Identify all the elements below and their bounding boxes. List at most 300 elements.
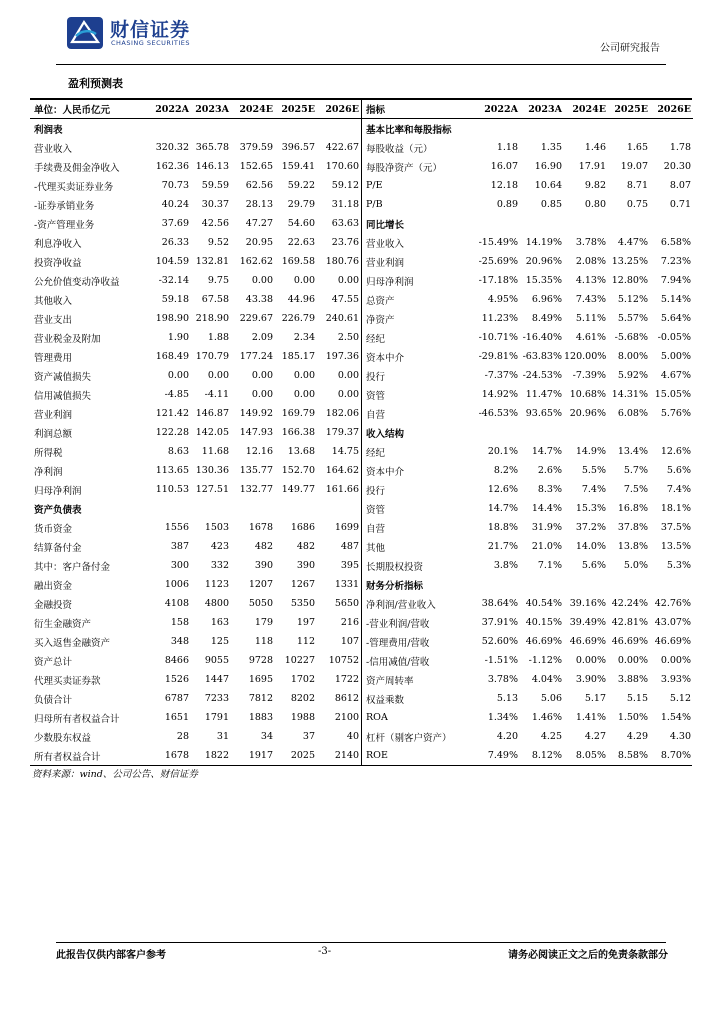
value-cell: 46.69% (611, 636, 648, 647)
page-number: -3- (318, 946, 332, 957)
row-label: 融出资金 (34, 580, 73, 592)
value-cell: 8.12% (531, 750, 562, 761)
value-cell: 127.51 (195, 484, 229, 495)
value-cell: 2.34 (293, 332, 315, 343)
value-cell: 6.58% (660, 237, 691, 248)
value-cell: 5.12 (669, 693, 691, 704)
left-header-2025e: 2025E (275, 100, 317, 119)
value-cell: 13.5% (660, 541, 691, 552)
value-cell: 14.7% (531, 446, 562, 457)
value-cell: 1006 (164, 579, 189, 590)
value-cell: 1678 (164, 750, 189, 761)
value-cell: 3.78% (575, 237, 606, 248)
value-cell: 390 (254, 560, 273, 571)
table-row (30, 575, 361, 594)
value-cell: 20.96% (525, 256, 562, 267)
value-cell: 1.90 (167, 332, 189, 343)
value-cell: -25.69% (478, 256, 518, 267)
value-cell: 17.91 (578, 161, 606, 172)
value-cell: 7.49% (487, 750, 518, 761)
value-cell (520, 575, 564, 594)
value-cell: 5350 (290, 598, 315, 609)
value-cell: 63.63 (331, 218, 359, 229)
value-cell: -1.12% (528, 655, 562, 666)
value-cell: 164.62 (325, 465, 359, 476)
row-label: 营业税金及附加 (34, 333, 101, 345)
source-note: 资料来源：wind、公司公告、财信证券 (32, 769, 198, 780)
footer-disclaimer-left: 此报告仅供内部客户参考 (56, 950, 166, 961)
table-row (362, 385, 693, 404)
value-cell: 4.20 (496, 731, 518, 742)
value-cell: 13.25% (611, 256, 648, 267)
value-cell: 152.65 (239, 161, 273, 172)
value-cell: 3.93% (660, 674, 691, 685)
brand-name-cn: 财信证券 (110, 19, 191, 41)
value-cell: 0.00 (337, 370, 359, 381)
section-label: 利润表 (34, 124, 63, 136)
table-row (30, 404, 361, 423)
value-cell: 107 (340, 636, 359, 647)
value-cell: 62.56 (245, 180, 273, 191)
value-cell: 180.76 (325, 256, 359, 267)
value-cell: 0.71 (669, 199, 691, 210)
table-row (30, 461, 361, 480)
value-cell: 4.13% (575, 275, 606, 286)
value-cell: 1526 (164, 674, 189, 685)
row-label: 净利润/营业收入 (366, 599, 436, 611)
value-cell: 1.46 (584, 142, 606, 153)
section-label: 资产负债表 (34, 504, 82, 516)
value-cell: 5.64% (660, 313, 691, 324)
value-cell: 7.4% (581, 484, 606, 495)
table-row (30, 632, 361, 651)
table-row (362, 499, 693, 518)
right-header-2022a: 2022A (474, 100, 520, 119)
value-cell: 14.0% (575, 541, 606, 552)
value-cell: -29.81% (478, 351, 518, 362)
row-label: 归母所有者权益合计 (34, 713, 120, 725)
value-cell: 37.8% (617, 522, 648, 533)
value-cell: 13.8% (617, 541, 648, 552)
row-label: -营业利润/营收 (366, 618, 430, 630)
value-cell (474, 423, 520, 442)
value-cell: 390 (296, 560, 315, 571)
value-cell: 6.08% (617, 408, 648, 419)
value-cell: 3.78% (487, 674, 518, 685)
table-row (362, 708, 693, 727)
table-row (30, 385, 361, 404)
value-cell: 43.38 (245, 294, 273, 305)
section-label: 财务分析指标 (366, 580, 424, 592)
left-header-2024e: 2024E (231, 100, 275, 119)
row-label: 资本中介 (366, 466, 405, 478)
value-cell: 132.81 (195, 256, 229, 267)
row-label: P/B (366, 199, 383, 210)
value-cell: 37.91% (481, 617, 518, 628)
row-label: 每股净资产（元） (366, 162, 443, 174)
row-label: 每股收益（元） (366, 143, 433, 155)
row-label: 资管 (366, 504, 386, 516)
value-cell: 16.90 (534, 161, 562, 172)
table-row (30, 176, 361, 195)
row-label: 其他 (366, 542, 386, 554)
value-cell: 42.81% (611, 617, 648, 628)
value-cell: 31.9% (531, 522, 562, 533)
value-cell: 1123 (204, 579, 229, 590)
value-cell: 179.37 (325, 427, 359, 438)
right-header-2026e: 2026E (650, 100, 693, 119)
value-cell: 5.15 (626, 693, 648, 704)
table-row (30, 423, 361, 442)
value-cell: 8.2% (493, 465, 518, 476)
value-cell: 42.76% (654, 598, 691, 609)
value-cell: 12.6% (487, 484, 518, 495)
value-cell: 37 (302, 731, 315, 742)
value-cell: 1722 (334, 674, 359, 685)
value-cell: 8.71 (626, 180, 648, 191)
value-cell: 1.54% (660, 712, 691, 723)
value-cell: 0.00% (660, 655, 691, 666)
value-cell: 0.75 (626, 199, 648, 210)
value-cell: 0.00 (251, 389, 273, 400)
value-cell: 42.56 (201, 218, 229, 229)
value-cell: 332 (210, 560, 229, 571)
value-cell: 125 (210, 636, 229, 647)
value-cell: 166.38 (281, 427, 315, 438)
row-label: 衍生金融资产 (34, 618, 92, 630)
value-cell: 1883 (248, 712, 273, 723)
value-cell: 120.00% (564, 351, 607, 362)
value-cell: 185.17 (281, 351, 315, 362)
section-label: 同比增长 (366, 219, 405, 231)
value-cell: 15.3% (575, 503, 606, 514)
value-cell: 70.73 (161, 180, 189, 191)
value-cell: 4.61% (575, 332, 606, 343)
row-label: 少数股东权益 (34, 732, 92, 744)
value-cell (520, 214, 564, 233)
value-cell: 6.96% (531, 294, 562, 305)
value-cell: 37.69 (161, 218, 189, 229)
row-label: 货币资金 (34, 523, 73, 535)
value-cell: 482 (296, 541, 315, 552)
value-cell: 198.90 (155, 313, 189, 324)
value-cell: 93.65% (525, 408, 562, 419)
value-cell: 1331 (334, 579, 359, 590)
value-cell: 1.41% (575, 712, 606, 723)
table-row (362, 252, 693, 271)
value-cell: -46.53% (478, 408, 518, 419)
table-row (30, 290, 361, 309)
row-label: ROA (366, 712, 388, 723)
row-label: 利润总额 (34, 428, 73, 440)
value-cell: 59.18 (161, 294, 189, 305)
value-cell: 5.3% (666, 560, 691, 571)
value-cell: 1988 (290, 712, 315, 723)
value-cell: 1.88 (207, 332, 229, 343)
row-label: 手续费及佣金净收入 (34, 162, 120, 174)
ratios-table (362, 100, 693, 765)
value-cell: 2100 (334, 712, 359, 723)
brand-name-en: CHASING SECURITIES (111, 39, 190, 47)
value-cell: 21.0% (531, 541, 562, 552)
value-cell (520, 119, 564, 139)
value-cell: 39.49% (569, 617, 606, 628)
value-cell (147, 499, 191, 518)
value-cell: 169.79 (281, 408, 315, 419)
value-cell: 46.69% (525, 636, 562, 647)
table-row (30, 518, 361, 537)
value-cell: 8.70% (660, 750, 691, 761)
left-table-body (30, 119, 361, 766)
value-cell: 1702 (290, 674, 315, 685)
row-label: 自营 (366, 523, 386, 535)
value-cell: 43.07% (654, 617, 691, 628)
value-cell: 4.29 (626, 731, 648, 742)
value-cell: 59.22 (287, 180, 315, 191)
value-cell: 1.35 (540, 142, 562, 153)
value-cell: 170.79 (195, 351, 229, 362)
value-cell: 7.4% (666, 484, 691, 495)
value-cell: 7.94% (660, 275, 691, 286)
value-cell: -7.37% (484, 370, 518, 381)
table-row (30, 670, 361, 689)
value-cell: 5050 (248, 598, 273, 609)
value-cell: 46.69% (654, 636, 691, 647)
value-cell: 182.06 (325, 408, 359, 419)
value-cell: 9.75 (207, 275, 229, 286)
value-cell: 26.33 (161, 237, 189, 248)
table-row (362, 651, 693, 670)
value-cell: 15.05% (654, 389, 691, 400)
value-cell: 0.00 (251, 370, 273, 381)
value-cell: 121.42 (155, 408, 189, 419)
value-cell: 1.78 (669, 142, 691, 153)
value-cell: 9.82 (584, 180, 606, 191)
table-row (362, 670, 693, 689)
row-label: 金融投资 (34, 599, 73, 611)
table-row (30, 252, 361, 271)
value-cell: 158 (170, 617, 189, 628)
table-row (30, 233, 361, 252)
value-cell: 5.6% (581, 560, 606, 571)
value-cell: 5.13 (496, 693, 518, 704)
value-cell (191, 499, 231, 518)
value-cell: 28 (176, 731, 189, 742)
value-cell: 487 (340, 541, 359, 552)
row-label: 所得税 (34, 447, 63, 459)
value-cell: 20.96% (569, 408, 606, 419)
value-cell: 47.55 (331, 294, 359, 305)
value-cell: 20.30 (663, 161, 691, 172)
value-cell: 1651 (164, 712, 189, 723)
value-cell: 6787 (164, 693, 189, 704)
value-cell (317, 119, 361, 139)
value-cell: 10.68% (569, 389, 606, 400)
value-cell: 146.87 (195, 408, 229, 419)
right-header-2025e: 2025E (608, 100, 650, 119)
value-cell: 0.00 (293, 370, 315, 381)
section-label: 基本比率和每股指标 (366, 124, 452, 136)
table-row (362, 727, 693, 746)
value-cell: 7.43% (575, 294, 606, 305)
value-cell: 3.8% (493, 560, 518, 571)
value-cell: 161.66 (325, 484, 359, 495)
row-label: 资产总计 (34, 656, 73, 668)
table-row (30, 271, 361, 290)
value-cell: 1.34% (487, 712, 518, 723)
table-row (362, 632, 693, 651)
right-header-row (362, 100, 693, 119)
value-cell: 59.59 (201, 180, 229, 191)
row-label: 买入返售金融资产 (34, 637, 111, 649)
value-cell: 229.67 (239, 313, 273, 324)
value-cell: 162.62 (239, 256, 273, 267)
value-cell: 19.07 (620, 161, 648, 172)
row-label: 其他收入 (34, 295, 73, 307)
value-cell: 8.00% (617, 351, 648, 362)
right-header-2023a: 2023A (520, 100, 564, 119)
value-cell: -16.40% (522, 332, 562, 343)
value-cell: 197.36 (325, 351, 359, 362)
value-cell: 387 (170, 541, 189, 552)
value-cell: 16.07 (490, 161, 518, 172)
value-cell: 31 (216, 731, 229, 742)
value-cell: 5.6% (666, 465, 691, 476)
value-cell: 40.15% (525, 617, 562, 628)
value-cell: 31.18 (331, 199, 359, 210)
value-cell: 5.00% (660, 351, 691, 362)
value-cell: 422.67 (325, 142, 359, 153)
value-cell: 7.23% (660, 256, 691, 267)
value-cell: 21.7% (487, 541, 518, 552)
value-cell: 365.78 (195, 142, 229, 153)
value-cell: 1.18 (496, 142, 518, 153)
row-label: 净利润 (34, 466, 63, 478)
value-cell: 44.96 (287, 294, 315, 305)
value-cell: 132.77 (239, 484, 273, 495)
value-cell: 11.68 (201, 446, 229, 457)
table-row (362, 556, 693, 575)
row-label: -管理费用/营收 (366, 637, 430, 649)
value-cell: 0.00% (617, 655, 648, 666)
section-row (30, 499, 361, 518)
value-cell: 2140 (334, 750, 359, 761)
value-cell: 104.59 (155, 256, 189, 267)
value-cell: -32.14 (158, 275, 189, 286)
value-cell: 0.00 (293, 389, 315, 400)
value-cell: 179 (254, 617, 273, 628)
value-cell (608, 423, 650, 442)
left-header-2026e: 2026E (317, 100, 361, 119)
value-cell: 1791 (204, 712, 229, 723)
row-label: 营业收入 (34, 143, 73, 155)
row-label: 经纪 (366, 333, 386, 345)
value-cell: 13.68 (287, 446, 315, 457)
table-row (30, 309, 361, 328)
section-row (362, 575, 693, 594)
row-label: 经纪 (366, 447, 386, 459)
value-cell: 54.60 (287, 218, 315, 229)
table-row (362, 689, 693, 708)
value-cell: 5.7% (623, 465, 648, 476)
row-label: P/E (366, 180, 383, 191)
value-cell: 4108 (164, 598, 189, 609)
value-cell: 4.27 (584, 731, 606, 742)
row-label: -证券承销业务 (34, 200, 95, 212)
table-row (362, 480, 693, 499)
table-row (362, 290, 693, 309)
value-cell: 0.85 (540, 199, 562, 210)
value-cell: 0.00 (251, 275, 273, 286)
value-cell (650, 119, 693, 139)
value-cell: 379.59 (239, 142, 273, 153)
value-cell (474, 119, 520, 139)
value-cell: 7.5% (623, 484, 648, 495)
value-cell: 348 (170, 636, 189, 647)
row-label: 信用减值损失 (34, 390, 92, 402)
row-label: ROE (366, 750, 388, 761)
section-title: 盈利预测表 (68, 77, 123, 90)
value-cell (608, 119, 650, 139)
value-cell: 11.23% (481, 313, 518, 324)
value-cell: 112 (296, 636, 315, 647)
value-cell (231, 119, 275, 139)
value-cell: 170.60 (325, 161, 359, 172)
value-cell: 8612 (334, 693, 359, 704)
value-cell (564, 423, 608, 442)
value-cell: 4.25 (540, 731, 562, 742)
row-label: 利息净收入 (34, 238, 82, 250)
table-row (30, 138, 361, 157)
value-cell: 1822 (204, 750, 229, 761)
value-cell: 39.16% (569, 598, 606, 609)
table-row (362, 442, 693, 461)
header-divider (56, 64, 666, 65)
value-cell: 177.24 (239, 351, 273, 362)
table-row (362, 233, 693, 252)
value-cell: 152.70 (281, 465, 315, 476)
value-cell: 18.1% (660, 503, 691, 514)
value-cell: 1695 (248, 674, 273, 685)
table-row (362, 594, 693, 613)
value-cell: 147.93 (239, 427, 273, 438)
value-cell: 218.90 (195, 313, 229, 324)
value-cell: 5.57% (617, 313, 648, 324)
value-cell: 5.11% (575, 313, 606, 324)
value-cell: 37.2% (575, 522, 606, 533)
value-cell: 2.6% (537, 465, 562, 476)
value-cell: 8202 (290, 693, 315, 704)
value-cell: -0.05% (657, 332, 691, 343)
value-cell: 0.00 (293, 275, 315, 286)
row-label: 总资产 (366, 295, 395, 307)
row-label: 资产周转率 (366, 675, 414, 687)
right-header-2024e: 2024E (564, 100, 608, 119)
page-header (0, 0, 724, 66)
table-row (30, 157, 361, 176)
value-cell: 10.64 (534, 180, 562, 191)
value-cell: 9055 (204, 655, 229, 666)
table-row (362, 328, 693, 347)
row-label: 投行 (366, 485, 386, 497)
value-cell: 1267 (290, 579, 315, 590)
row-label: 净资产 (366, 314, 395, 326)
value-cell: 8.49% (531, 313, 562, 324)
table-row (30, 594, 361, 613)
value-cell: 8466 (164, 655, 189, 666)
value-cell: 1.50% (617, 712, 648, 723)
value-cell: 396.57 (281, 142, 315, 153)
